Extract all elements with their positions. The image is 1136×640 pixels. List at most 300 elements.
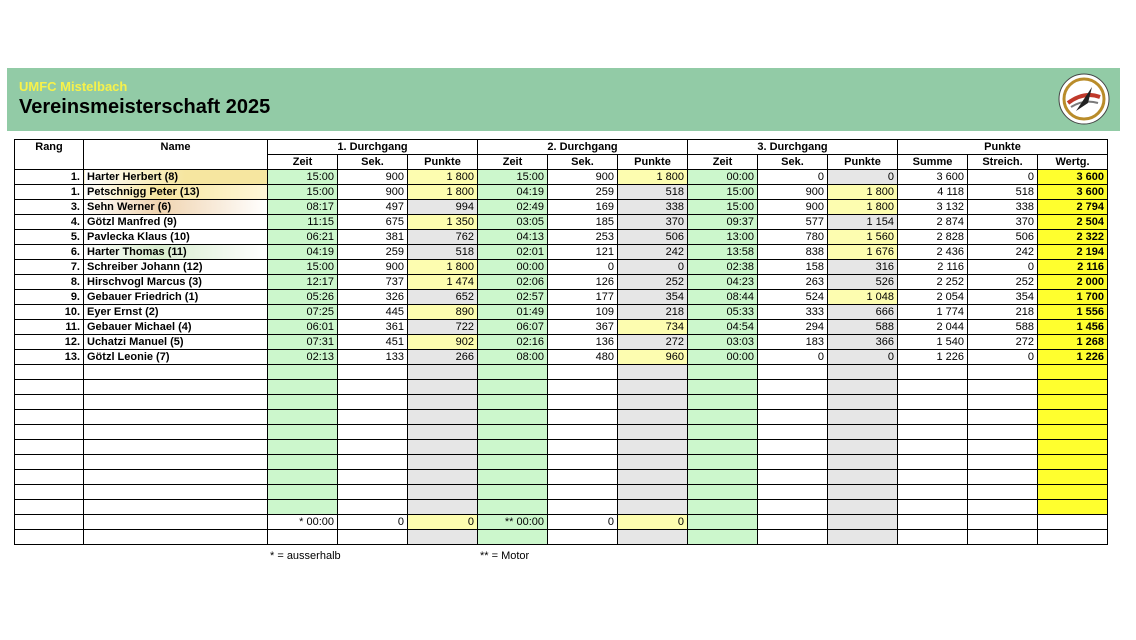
subheader-zeit: Zeit: [478, 155, 548, 170]
name-cell: [84, 380, 268, 395]
punkte-cell: [408, 380, 478, 395]
punkte-cell: 252: [618, 275, 688, 290]
punkte-cell: 338: [618, 200, 688, 215]
punkte-cell: 218: [618, 305, 688, 320]
summe-cell: [898, 365, 968, 380]
punkte-cell: [618, 530, 688, 545]
punkte-cell: 242: [618, 245, 688, 260]
punkte-cell: [618, 455, 688, 470]
punkte-cell: [828, 515, 898, 530]
empty-row: [15, 380, 1108, 395]
zeit-cell: * 00:00: [268, 515, 338, 530]
name-cell: [84, 485, 268, 500]
streich-cell: [968, 515, 1038, 530]
punkte-cell: 1 676: [828, 245, 898, 260]
streich-cell: 354: [968, 290, 1038, 305]
wertung-cell: 2 116: [1038, 260, 1108, 275]
sek-cell: 838: [758, 245, 828, 260]
sek-cell: [338, 365, 408, 380]
sek-cell: [758, 515, 828, 530]
wertung-cell: 2 194: [1038, 245, 1108, 260]
punkte-cell: 1 800: [828, 185, 898, 200]
punkte-cell: [618, 485, 688, 500]
rank-cell: 12.: [15, 335, 84, 350]
sek-cell: 0: [758, 350, 828, 365]
punkte-cell: [618, 440, 688, 455]
table-row: [15, 275, 1108, 290]
subheader-zeit: Zeit: [688, 155, 758, 170]
sek-cell: 577: [758, 215, 828, 230]
streich-cell: [968, 470, 1038, 485]
summe-cell: 1 226: [898, 350, 968, 365]
zeit-cell: [268, 425, 338, 440]
sek-cell: 367: [548, 320, 618, 335]
zeit-cell: ** 00:00: [478, 515, 548, 530]
punkte-cell: 0: [618, 260, 688, 275]
wertung-cell: 1 456: [1038, 320, 1108, 335]
sek-cell: 177: [548, 290, 618, 305]
table-row: [15, 200, 1108, 215]
sek-cell: [338, 425, 408, 440]
zeit-cell: [478, 485, 548, 500]
zeit-cell: 11:15: [268, 215, 338, 230]
sek-cell: 361: [338, 320, 408, 335]
zeit-cell: [478, 395, 548, 410]
rank-cell: 7.: [15, 260, 84, 275]
punkte-cell: 994: [408, 200, 478, 215]
club-emblem-icon: [1058, 73, 1110, 125]
zeit-cell: [688, 425, 758, 440]
name-cell: Petschnigg Peter (13): [84, 185, 268, 200]
punkte-cell: 1 560: [828, 230, 898, 245]
wertung-cell: [1038, 500, 1108, 515]
sek-cell: [758, 455, 828, 470]
rank-cell: [15, 515, 84, 530]
punkte-cell: [828, 410, 898, 425]
sek-cell: 900: [548, 170, 618, 185]
zeit-cell: 05:26: [268, 290, 338, 305]
zeit-cell: 02:49: [478, 200, 548, 215]
punkte-cell: 762: [408, 230, 478, 245]
wertung-cell: [1038, 410, 1108, 425]
sek-cell: 259: [548, 185, 618, 200]
sek-cell: 900: [758, 185, 828, 200]
zeit-cell: 01:49: [478, 305, 548, 320]
sek-cell: [548, 395, 618, 410]
zeit-cell: 00:00: [688, 170, 758, 185]
streich-cell: 252: [968, 275, 1038, 290]
punkte-cell: 0: [618, 515, 688, 530]
sek-cell: [758, 500, 828, 515]
punkte-cell: 890: [408, 305, 478, 320]
sek-cell: [548, 500, 618, 515]
zeit-cell: 00:00: [478, 260, 548, 275]
punkte-cell: 1 800: [408, 260, 478, 275]
punkte-cell: [828, 485, 898, 500]
subheader-streich: Streich.: [968, 155, 1038, 170]
zeit-cell: [688, 410, 758, 425]
wertung-cell: [1038, 395, 1108, 410]
zeit-cell: 12:17: [268, 275, 338, 290]
empty-row: [15, 485, 1108, 500]
name-cell: Schreiber Johann (12): [84, 260, 268, 275]
name-cell: [84, 470, 268, 485]
streich-cell: [968, 395, 1038, 410]
sek-cell: 451: [338, 335, 408, 350]
sek-cell: [758, 530, 828, 545]
page-title: Vereinsmeisterschaft 2025: [19, 96, 271, 118]
punkte-cell: [618, 395, 688, 410]
zeit-cell: 04:19: [268, 245, 338, 260]
punkte-cell: 1 154: [828, 215, 898, 230]
zeit-cell: 13:00: [688, 230, 758, 245]
streich-cell: 338: [968, 200, 1038, 215]
zeit-cell: [478, 500, 548, 515]
wertung-cell: [1038, 485, 1108, 500]
name-cell: Götzl Leonie (7): [84, 350, 268, 365]
wertung-cell: 3 600: [1038, 185, 1108, 200]
zeit-cell: 13:58: [688, 245, 758, 260]
punkte-cell: 354: [618, 290, 688, 305]
name-cell: [84, 440, 268, 455]
sek-cell: 136: [548, 335, 618, 350]
zeit-cell: 04:54: [688, 320, 758, 335]
streich-cell: 0: [968, 350, 1038, 365]
name-cell: [84, 500, 268, 515]
wertung-cell: [1038, 440, 1108, 455]
zeit-cell: 07:31: [268, 335, 338, 350]
punkte-cell: 734: [618, 320, 688, 335]
sek-cell: [338, 395, 408, 410]
rank-cell: [15, 485, 84, 500]
rank-cell: [15, 395, 84, 410]
zeit-cell: 06:21: [268, 230, 338, 245]
wertung-cell: 1 226: [1038, 350, 1108, 365]
name-cell: [84, 515, 268, 530]
sek-cell: [338, 380, 408, 395]
wertung-cell: [1038, 515, 1108, 530]
sek-cell: [548, 425, 618, 440]
wertung-cell: 3 600: [1038, 170, 1108, 185]
punkte-cell: [828, 500, 898, 515]
sek-cell: [548, 455, 618, 470]
zeit-cell: [268, 485, 338, 500]
summe-cell: 2 436: [898, 245, 968, 260]
sek-cell: 780: [758, 230, 828, 245]
name-cell: Sehn Werner (6): [84, 200, 268, 215]
streich-cell: 218: [968, 305, 1038, 320]
rank-cell: 3.: [15, 200, 84, 215]
sek-cell: [338, 485, 408, 500]
punkte-cell: [618, 470, 688, 485]
name-cell: [84, 530, 268, 545]
punkte-cell: 0: [408, 515, 478, 530]
streich-cell: [968, 440, 1038, 455]
punkte-cell: 1 800: [408, 185, 478, 200]
zeit-cell: [268, 380, 338, 395]
wertung-cell: [1038, 365, 1108, 380]
name-cell: Gebauer Friedrich (1): [84, 290, 268, 305]
name-cell: [84, 365, 268, 380]
rank-cell: [15, 410, 84, 425]
punkte-cell: [408, 365, 478, 380]
wertung-cell: [1038, 425, 1108, 440]
subheader-sek: Sek.: [548, 155, 618, 170]
punkte-cell: [828, 425, 898, 440]
rank-cell: [15, 440, 84, 455]
empty-row: [15, 395, 1108, 410]
rank-cell: [15, 470, 84, 485]
punkte-cell: 960: [618, 350, 688, 365]
punkte-cell: 1 800: [828, 200, 898, 215]
summe-cell: 2 252: [898, 275, 968, 290]
zeit-cell: 15:00: [268, 260, 338, 275]
name-cell: Hirschvogl Marcus (3): [84, 275, 268, 290]
summe-cell: [898, 440, 968, 455]
zeit-cell: 08:17: [268, 200, 338, 215]
punkte-cell: [618, 425, 688, 440]
summe-cell: 1 774: [898, 305, 968, 320]
sek-cell: 524: [758, 290, 828, 305]
zeit-cell: [268, 470, 338, 485]
punkte-cell: 370: [618, 215, 688, 230]
table-row: [15, 230, 1108, 245]
punkte-cell: 0: [828, 350, 898, 365]
streich-cell: 506: [968, 230, 1038, 245]
punkte-cell: [408, 440, 478, 455]
punkte-cell: 1 350: [408, 215, 478, 230]
sek-cell: 445: [338, 305, 408, 320]
zeit-cell: 08:00: [478, 350, 548, 365]
summe-cell: [898, 515, 968, 530]
sek-cell: 326: [338, 290, 408, 305]
streich-cell: [968, 530, 1038, 545]
name-cell: [84, 410, 268, 425]
zeit-cell: 04:23: [688, 275, 758, 290]
header-round-3: 3. Durchgang: [688, 140, 898, 155]
zeit-cell: [268, 410, 338, 425]
sek-cell: 900: [758, 200, 828, 215]
wertung-cell: 2 794: [1038, 200, 1108, 215]
streich-cell: 0: [968, 260, 1038, 275]
name-cell: [84, 395, 268, 410]
results-table: [14, 139, 1108, 545]
sek-cell: 133: [338, 350, 408, 365]
punkte-cell: 722: [408, 320, 478, 335]
sek-cell: [338, 530, 408, 545]
punkte-cell: [828, 470, 898, 485]
zeit-cell: 02:06: [478, 275, 548, 290]
wertung-cell: 1 700: [1038, 290, 1108, 305]
streich-cell: [968, 365, 1038, 380]
streich-cell: 0: [968, 170, 1038, 185]
sek-cell: [758, 410, 828, 425]
name-cell: Gebauer Michael (4): [84, 320, 268, 335]
summe-cell: [898, 410, 968, 425]
zeit-cell: [478, 470, 548, 485]
zeit-cell: [688, 380, 758, 395]
sek-cell: [338, 440, 408, 455]
streich-cell: 588: [968, 320, 1038, 335]
rank-cell: 1.: [15, 170, 84, 185]
table-row: [15, 170, 1108, 185]
wertung-cell: 1 268: [1038, 335, 1108, 350]
streich-cell: [968, 455, 1038, 470]
rank-cell: 1.: [15, 185, 84, 200]
zeit-cell: 05:33: [688, 305, 758, 320]
zeit-cell: 02:38: [688, 260, 758, 275]
streich-cell: [968, 485, 1038, 500]
punkte-cell: 266: [408, 350, 478, 365]
sek-cell: 900: [338, 170, 408, 185]
sek-cell: 253: [548, 230, 618, 245]
streich-cell: [968, 380, 1038, 395]
zeit-cell: [688, 470, 758, 485]
zeit-cell: 15:00: [688, 185, 758, 200]
footnote-ausserhalb: * = ausserhalb: [270, 550, 341, 562]
table-row: [15, 245, 1108, 260]
punkte-cell: 518: [408, 245, 478, 260]
table-row: [15, 260, 1108, 275]
punkte-cell: 272: [618, 335, 688, 350]
name-cell: [84, 455, 268, 470]
sek-cell: 0: [548, 515, 618, 530]
sek-cell: 259: [338, 245, 408, 260]
sek-cell: [758, 365, 828, 380]
rank-cell: 6.: [15, 245, 84, 260]
punkte-cell: [408, 530, 478, 545]
table-row: [15, 320, 1108, 335]
zeit-cell: [478, 440, 548, 455]
punkte-cell: 666: [828, 305, 898, 320]
zeit-cell: 06:01: [268, 320, 338, 335]
punkte-cell: [618, 380, 688, 395]
punkte-cell: [408, 500, 478, 515]
summe-cell: [898, 455, 968, 470]
wertung-cell: [1038, 470, 1108, 485]
zeit-cell: 15:00: [688, 200, 758, 215]
summe-cell: 2 874: [898, 215, 968, 230]
summe-cell: [898, 485, 968, 500]
rank-cell: 11.: [15, 320, 84, 335]
special-row: [15, 515, 1108, 530]
zeit-cell: [478, 365, 548, 380]
zeit-cell: [688, 440, 758, 455]
punkte-cell: [618, 410, 688, 425]
sek-cell: 900: [338, 185, 408, 200]
zeit-cell: 08:44: [688, 290, 758, 305]
summe-cell: 3 132: [898, 200, 968, 215]
punkte-cell: 518: [618, 185, 688, 200]
zeit-cell: 15:00: [268, 185, 338, 200]
empty-row: [15, 470, 1108, 485]
zeit-cell: [268, 500, 338, 515]
punkte-cell: [408, 455, 478, 470]
punkte-cell: [828, 530, 898, 545]
header-points-group: Punkte: [898, 140, 1108, 155]
rank-cell: [15, 365, 84, 380]
table-row: [15, 215, 1108, 230]
zeit-cell: 03:03: [688, 335, 758, 350]
punkte-cell: 366: [828, 335, 898, 350]
sek-cell: 126: [548, 275, 618, 290]
zeit-cell: 04:13: [478, 230, 548, 245]
subheader-punkte: Punkte: [408, 155, 478, 170]
punkte-cell: [408, 395, 478, 410]
zeit-cell: [688, 395, 758, 410]
streich-cell: 272: [968, 335, 1038, 350]
zeit-cell: [478, 455, 548, 470]
streich-cell: 242: [968, 245, 1038, 260]
rank-cell: [15, 425, 84, 440]
sek-cell: 0: [548, 260, 618, 275]
punkte-cell: [828, 365, 898, 380]
rank-cell: [15, 530, 84, 545]
sek-cell: 900: [338, 260, 408, 275]
punkte-cell: 1 048: [828, 290, 898, 305]
rank-cell: 8.: [15, 275, 84, 290]
name-cell: Götzl Manfred (9): [84, 215, 268, 230]
sek-cell: 109: [548, 305, 618, 320]
sek-cell: [338, 410, 408, 425]
sek-cell: [548, 365, 618, 380]
sek-cell: 263: [758, 275, 828, 290]
subheader-punkte: Punkte: [828, 155, 898, 170]
punkte-cell: [828, 380, 898, 395]
sek-cell: 121: [548, 245, 618, 260]
sek-cell: 381: [338, 230, 408, 245]
punkte-cell: 1 800: [408, 170, 478, 185]
streich-cell: 370: [968, 215, 1038, 230]
zeit-cell: [268, 530, 338, 545]
wertung-cell: 2 322: [1038, 230, 1108, 245]
sek-cell: 0: [758, 170, 828, 185]
sek-cell: [758, 470, 828, 485]
sek-cell: 333: [758, 305, 828, 320]
sek-cell: [758, 440, 828, 455]
summe-cell: 4 118: [898, 185, 968, 200]
sek-cell: 183: [758, 335, 828, 350]
punkte-cell: 1 474: [408, 275, 478, 290]
streich-cell: [968, 500, 1038, 515]
rank-cell: 9.: [15, 290, 84, 305]
sek-cell: [548, 485, 618, 500]
rank-cell: 13.: [15, 350, 84, 365]
punkte-cell: [408, 485, 478, 500]
punkte-cell: 588: [828, 320, 898, 335]
punkte-cell: [408, 425, 478, 440]
club-name: UMFC Mistelbach: [19, 79, 128, 94]
wertung-cell: [1038, 380, 1108, 395]
zeit-cell: [688, 485, 758, 500]
summe-cell: 2 054: [898, 290, 968, 305]
sek-cell: 737: [338, 275, 408, 290]
empty-row: [15, 365, 1108, 380]
rank-cell: [15, 500, 84, 515]
punkte-cell: [828, 455, 898, 470]
subheader-punkte: Punkte: [618, 155, 688, 170]
name-cell: Pavlecka Klaus (10): [84, 230, 268, 245]
punkte-cell: 316: [828, 260, 898, 275]
zeit-cell: 00:00: [688, 350, 758, 365]
sek-cell: [758, 380, 828, 395]
summe-cell: 2 116: [898, 260, 968, 275]
summe-cell: 2 828: [898, 230, 968, 245]
empty-row: [15, 500, 1108, 515]
empty-row: [15, 425, 1108, 440]
zeit-cell: 09:37: [688, 215, 758, 230]
punkte-cell: [828, 395, 898, 410]
